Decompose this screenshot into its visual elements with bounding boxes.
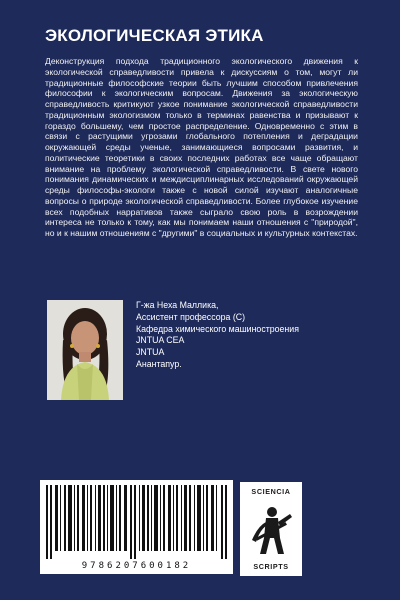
author-info [136, 300, 299, 371]
author-college: JNTUA CEA [136, 335, 185, 346]
isbn-barcode [40, 480, 233, 574]
book-description: Деконструкция подхода традиционного экологического движения к экологической справедливости привела к дискуссиям о том, могут ли традиционные философские теории быть лучшим способом привлечения философии к экологическим вопросам. Движения за экологическую справедливость критикуют узкое понимание экологической справедливости традиционным экологизмом только в терминах равенства и призывают к гораздо большему, чем простое распределение. Одновременно с этим в связи с растущими угрозами глобального потепления и деградации окружающей среды ученые, занимающиеся вопросами развития, и политические теоретики в своих последних работах все чаще обращают внимание на проблему экологической справедливости. В свете нового понимания динамических и междисциплинарных исследований окружающей среды философы-экологи также с новой силой изучают аналогичные вопросы о природе экологической справедливости. Более глубокое изучение всех подобных нарративов также сыграло свою роль в возрождении интереса не только к тому, как мы понимаем наши отношения с "природой", но и к нашим отношениям с "другими" в социальных и культурных контекстах. [45, 56, 358, 238]
author-portrait-image [47, 300, 123, 400]
author-photo [47, 300, 123, 400]
isbn-number: 9786207600182 [81, 561, 192, 571]
publisher-name-top: SCIENCIA [251, 487, 291, 496]
book-title: ЭКОЛОГИЧЕСКАЯ ЭТИКА [45, 26, 264, 45]
author-university: JNTUA [136, 347, 165, 358]
publisher-name-bottom: SCRIPTS [253, 562, 289, 571]
author-name: Г-жа Неха Маллика, [136, 300, 219, 310]
scientist-figure-icon [248, 500, 294, 556]
author-position: Ассистент профессора (С) [136, 311, 246, 322]
author-department: Кафедра химического машиностроения [136, 323, 299, 334]
author-city: Анантапур. [136, 358, 182, 369]
publisher-logo [240, 482, 302, 576]
barcode-bars [46, 485, 227, 559]
